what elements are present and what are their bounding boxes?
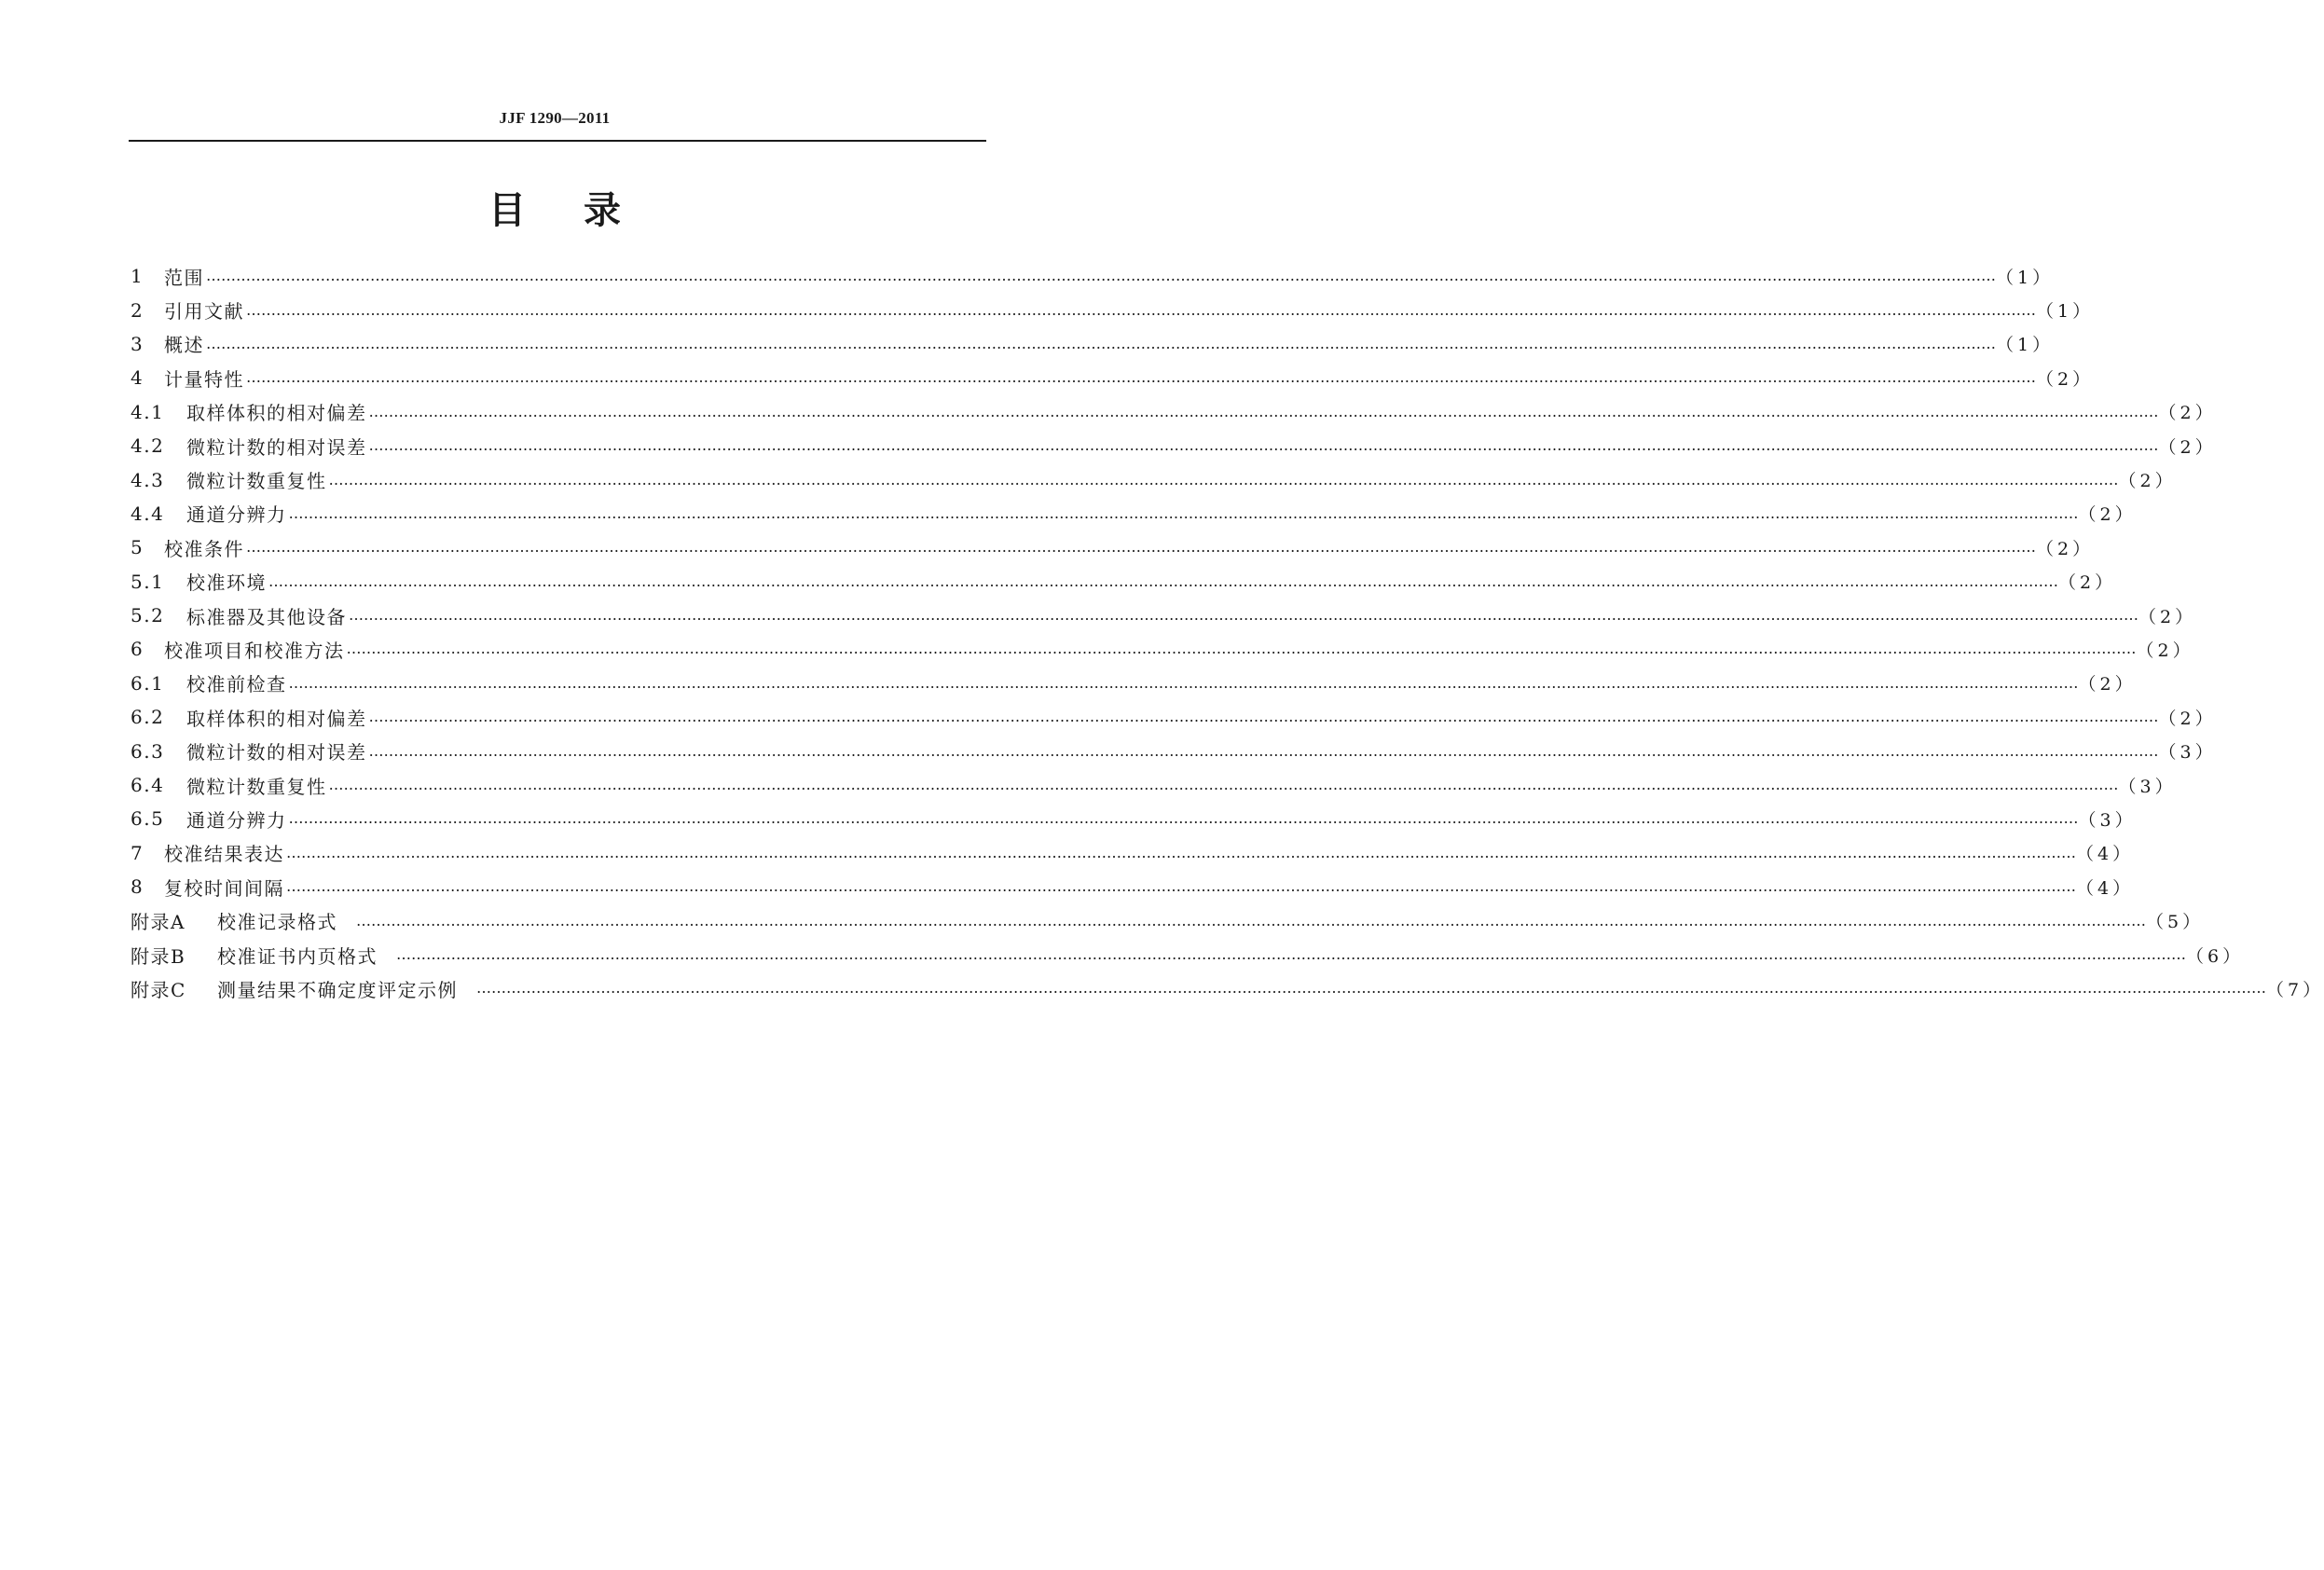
toc-entry[interactable] [131,462,2177,496]
toc-list [131,259,2324,1006]
toc-dot-leader: ……………………………………………………………………………………………………………………………………………………………………………………………………………………………………………………………………………………………………………………………… [328,776,2119,794]
toc-entry[interactable] [131,497,2137,530]
toc-dot-leader: ……………………………………………………………………………………………………………………………………………………………………………………………………………………………………………………………………………………………………………………………… [246,538,2036,557]
toc-dot-leader: ……………………………………………………………………………………………………………………………………………………………………………………………………………………………………………………………………………………………………………………………… [368,741,2159,760]
toc-entry-number: 4.1 [131,400,165,423]
toc-entry-number: 附录A [131,911,186,934]
toc-entry-label: 取样体积的相对偏差 [186,402,367,425]
toc-entry-page: （2） [2158,708,2217,729]
toc-dot-leader: ……………………………………………………………………………………………………………………………………………………………………………………………………………………………………………………………………………………………………………………………… [288,503,2079,522]
toc-entry-label: 复校时间间隔 [164,876,284,900]
toc-dot-leader: ……………………………………………………………………………………………………………………………………………………………………………………………………………………………………………………………………………………………………………………………… [396,945,2186,963]
toc-entry-label: 通道分辨力 [186,503,287,527]
toc-entry[interactable] [131,734,2217,767]
toc-entry-page: （2） [2136,640,2194,661]
toc-entry[interactable] [131,768,2177,802]
toc-dot-leader: ……………………………………………………………………………………………………………………………………………………………………………………………………………………………………………………………………………………………………………………………… [368,402,2159,420]
toc-dot-leader: ……………………………………………………………………………………………………………………………………………………………………………………………………………………………………………………………………………………………………………………………… [268,572,2058,590]
toc-entry-page: （2） [2078,674,2137,695]
toc-entry-number: 附录C [131,978,186,1001]
toc-title: 目录 [488,189,679,232]
toc-dot-leader: ……………………………………………………………………………………………………………………………………………………………………………………………………………………………………………………………………………………………………………………………… [206,267,1996,285]
toc-entry-label: 微粒计数的相对误差 [186,741,367,764]
toc-entry-number: 6 [131,638,144,661]
toc-entry[interactable] [131,327,2055,361]
toc-entry-number: 2 [131,298,144,322]
toc-entry-number: 4 [131,366,144,390]
toc-entry[interactable] [131,599,2197,632]
toc-dot-leader: ……………………………………………………………………………………………………………………………………………………………………………………………………………………………………………………………………………………………………………………………… [328,470,2119,489]
toc-entry[interactable] [131,870,2135,903]
toc-entry-label: 测量结果不确定度评定示例 [217,978,458,1001]
toc-entry[interactable] [131,429,2217,462]
toc-entry-page: （2） [2158,403,2217,424]
toc-entry-page: （1） [1996,267,2055,288]
toc-entry-number: 6.5 [131,807,165,831]
toc-entry[interactable] [131,395,2217,429]
toc-entry-number: 6.2 [131,706,165,729]
toc-entry-label: 校准记录格式 [217,911,337,934]
toc-entry-number: 5.1 [131,570,165,593]
toc-entry[interactable] [131,530,2095,564]
toc-entry[interactable] [131,903,2205,937]
toc-dot-leader: ……………………………………………………………………………………………………………………………………………………………………………………………………………………………………………………………………………………………………………………………… [246,300,2036,319]
toc-entry-label: 校准环境 [186,572,267,595]
toc-entry[interactable] [131,802,2137,835]
toc-entry-label: 范围 [164,266,204,289]
toc-dot-leader: ……………………………………………………………………………………………………………………………………………………………………………………………………………………………………………………………………………………………………………………………… [349,606,2138,625]
toc-entry-number: 4.2 [131,434,165,458]
toc-entry-page: （2） [2138,606,2197,627]
toc-entry-page: （1） [1996,335,2055,356]
toc-entry[interactable] [131,700,2217,734]
toc-dot-leader: ……………………………………………………………………………………………………………………………………………………………………………………………………………………………………………………………………………………………………………………………… [356,911,2146,930]
toc-entry-label: 校准证书内页格式 [217,944,378,968]
toc-entry-number: 1 [131,265,144,288]
toc-entry[interactable] [131,836,2135,870]
toc-entry-number: 4.3 [131,468,165,491]
toc-entry[interactable] [131,565,2117,599]
toc-entry-label: 标准器及其他设备 [186,605,347,628]
toc-entry[interactable] [131,259,2055,293]
toc-entry[interactable] [131,667,2137,700]
toc-entry-page: （2） [2158,436,2217,458]
toc-entry-page: （2） [2036,538,2095,559]
toc-entry-page: （2） [2036,368,2095,390]
toc-entry-page: （5） [2146,912,2205,933]
toc-entry-label: 微粒计数的相对误差 [186,435,367,459]
toc-entry-number: 6.4 [131,774,165,797]
toc-entry-page: （3） [2158,742,2217,764]
toc-entry-label: 校准前检查 [186,673,287,696]
toc-dot-leader: ……………………………………………………………………………………………………………………………………………………………………………………………………………………………………………………………………………………………………………………………… [286,877,2076,896]
toc-entry[interactable] [131,971,2324,1005]
toc-entry-page: （6） [2186,945,2245,967]
toc-entry-number: 4.4 [131,502,165,525]
toc-entry-number: 5 [131,536,144,559]
toc-entry-page: （1） [2036,301,2095,323]
toc-dot-leader: ……………………………………………………………………………………………………………………………………………………………………………………………………………………………………………………………………………………………………………………………… [346,640,2137,658]
toc-entry-label: 通道分辨力 [186,808,287,832]
toc-entry-number: 6.1 [131,671,165,695]
toc-entry-number: 8 [131,875,144,899]
toc-entry-label: 引用文献 [164,300,244,324]
toc-entry-page: （4） [2076,877,2135,899]
toc-entry-page: （4） [2076,844,2135,865]
toc-entry-number: 7 [131,841,144,864]
toc-entry-label: 微粒计数重复性 [186,470,327,493]
toc-entry-number: 5.2 [131,604,165,627]
toc-entry-label: 校准结果表达 [164,843,284,866]
toc-entry[interactable] [131,293,2095,326]
toc-entry-page: （3） [2118,776,2177,797]
toc-entry-label: 概述 [164,334,204,357]
toc-dot-leader: ……………………………………………………………………………………………………………………………………………………………………………………………………………………………………………………………………………………………………………………………… [246,368,2036,387]
toc-entry-page: （2） [2118,471,2177,492]
toc-entry-label: 校准条件 [164,537,244,560]
toc-entry-page: （7） [2266,979,2324,1000]
toc-entry-number: 6.3 [131,739,165,763]
toc-entry[interactable] [131,361,2095,394]
toc-entry-number: 3 [131,332,144,355]
toc-dot-leader: ……………………………………………………………………………………………………………………………………………………………………………………………………………………………………………………………………………………………………………………………… [368,708,2159,726]
toc-entry[interactable] [131,938,2245,971]
toc-entry-label: 取样体积的相对偏差 [186,707,367,730]
toc-entry-label: 微粒计数重复性 [186,775,327,798]
toc-entry-number: 附录B [131,944,186,968]
toc-dot-leader: ……………………………………………………………………………………………………………………………………………………………………………………………………………………………………………………………………………………………………………………………… [476,979,2266,998]
toc-entry[interactable] [131,632,2194,666]
header-rule [129,140,986,142]
toc-dot-leader: ……………………………………………………………………………………………………………………………………………………………………………………………………………………………………………………………………………………………………………………………… [286,843,2076,861]
toc-dot-leader: ……………………………………………………………………………………………………………………………………………………………………………………………………………………………………………………………………………………………………………………………… [368,436,2159,455]
toc-entry-label: 校准项目和校准方法 [164,639,345,662]
toc-entry-page: （3） [2078,809,2137,831]
toc-dot-leader: ……………………………………………………………………………………………………………………………………………………………………………………………………………………………………………………………………………………………………………………………… [288,673,2079,692]
toc-dot-leader: ……………………………………………………………………………………………………………………………………………………………………………………………………………………………………………………………………………………………………………………………… [288,809,2079,828]
document-code: JJF 1290—2011 [499,109,611,127]
toc-entry-label: 计量特性 [164,367,244,391]
toc-dot-leader: ……………………………………………………………………………………………………………………………………………………………………………………………………………………………………………………………………………………………………………………………… [206,334,1996,352]
toc-entry-page: （2） [2078,504,2137,526]
toc-entry-page: （2） [2058,572,2117,594]
